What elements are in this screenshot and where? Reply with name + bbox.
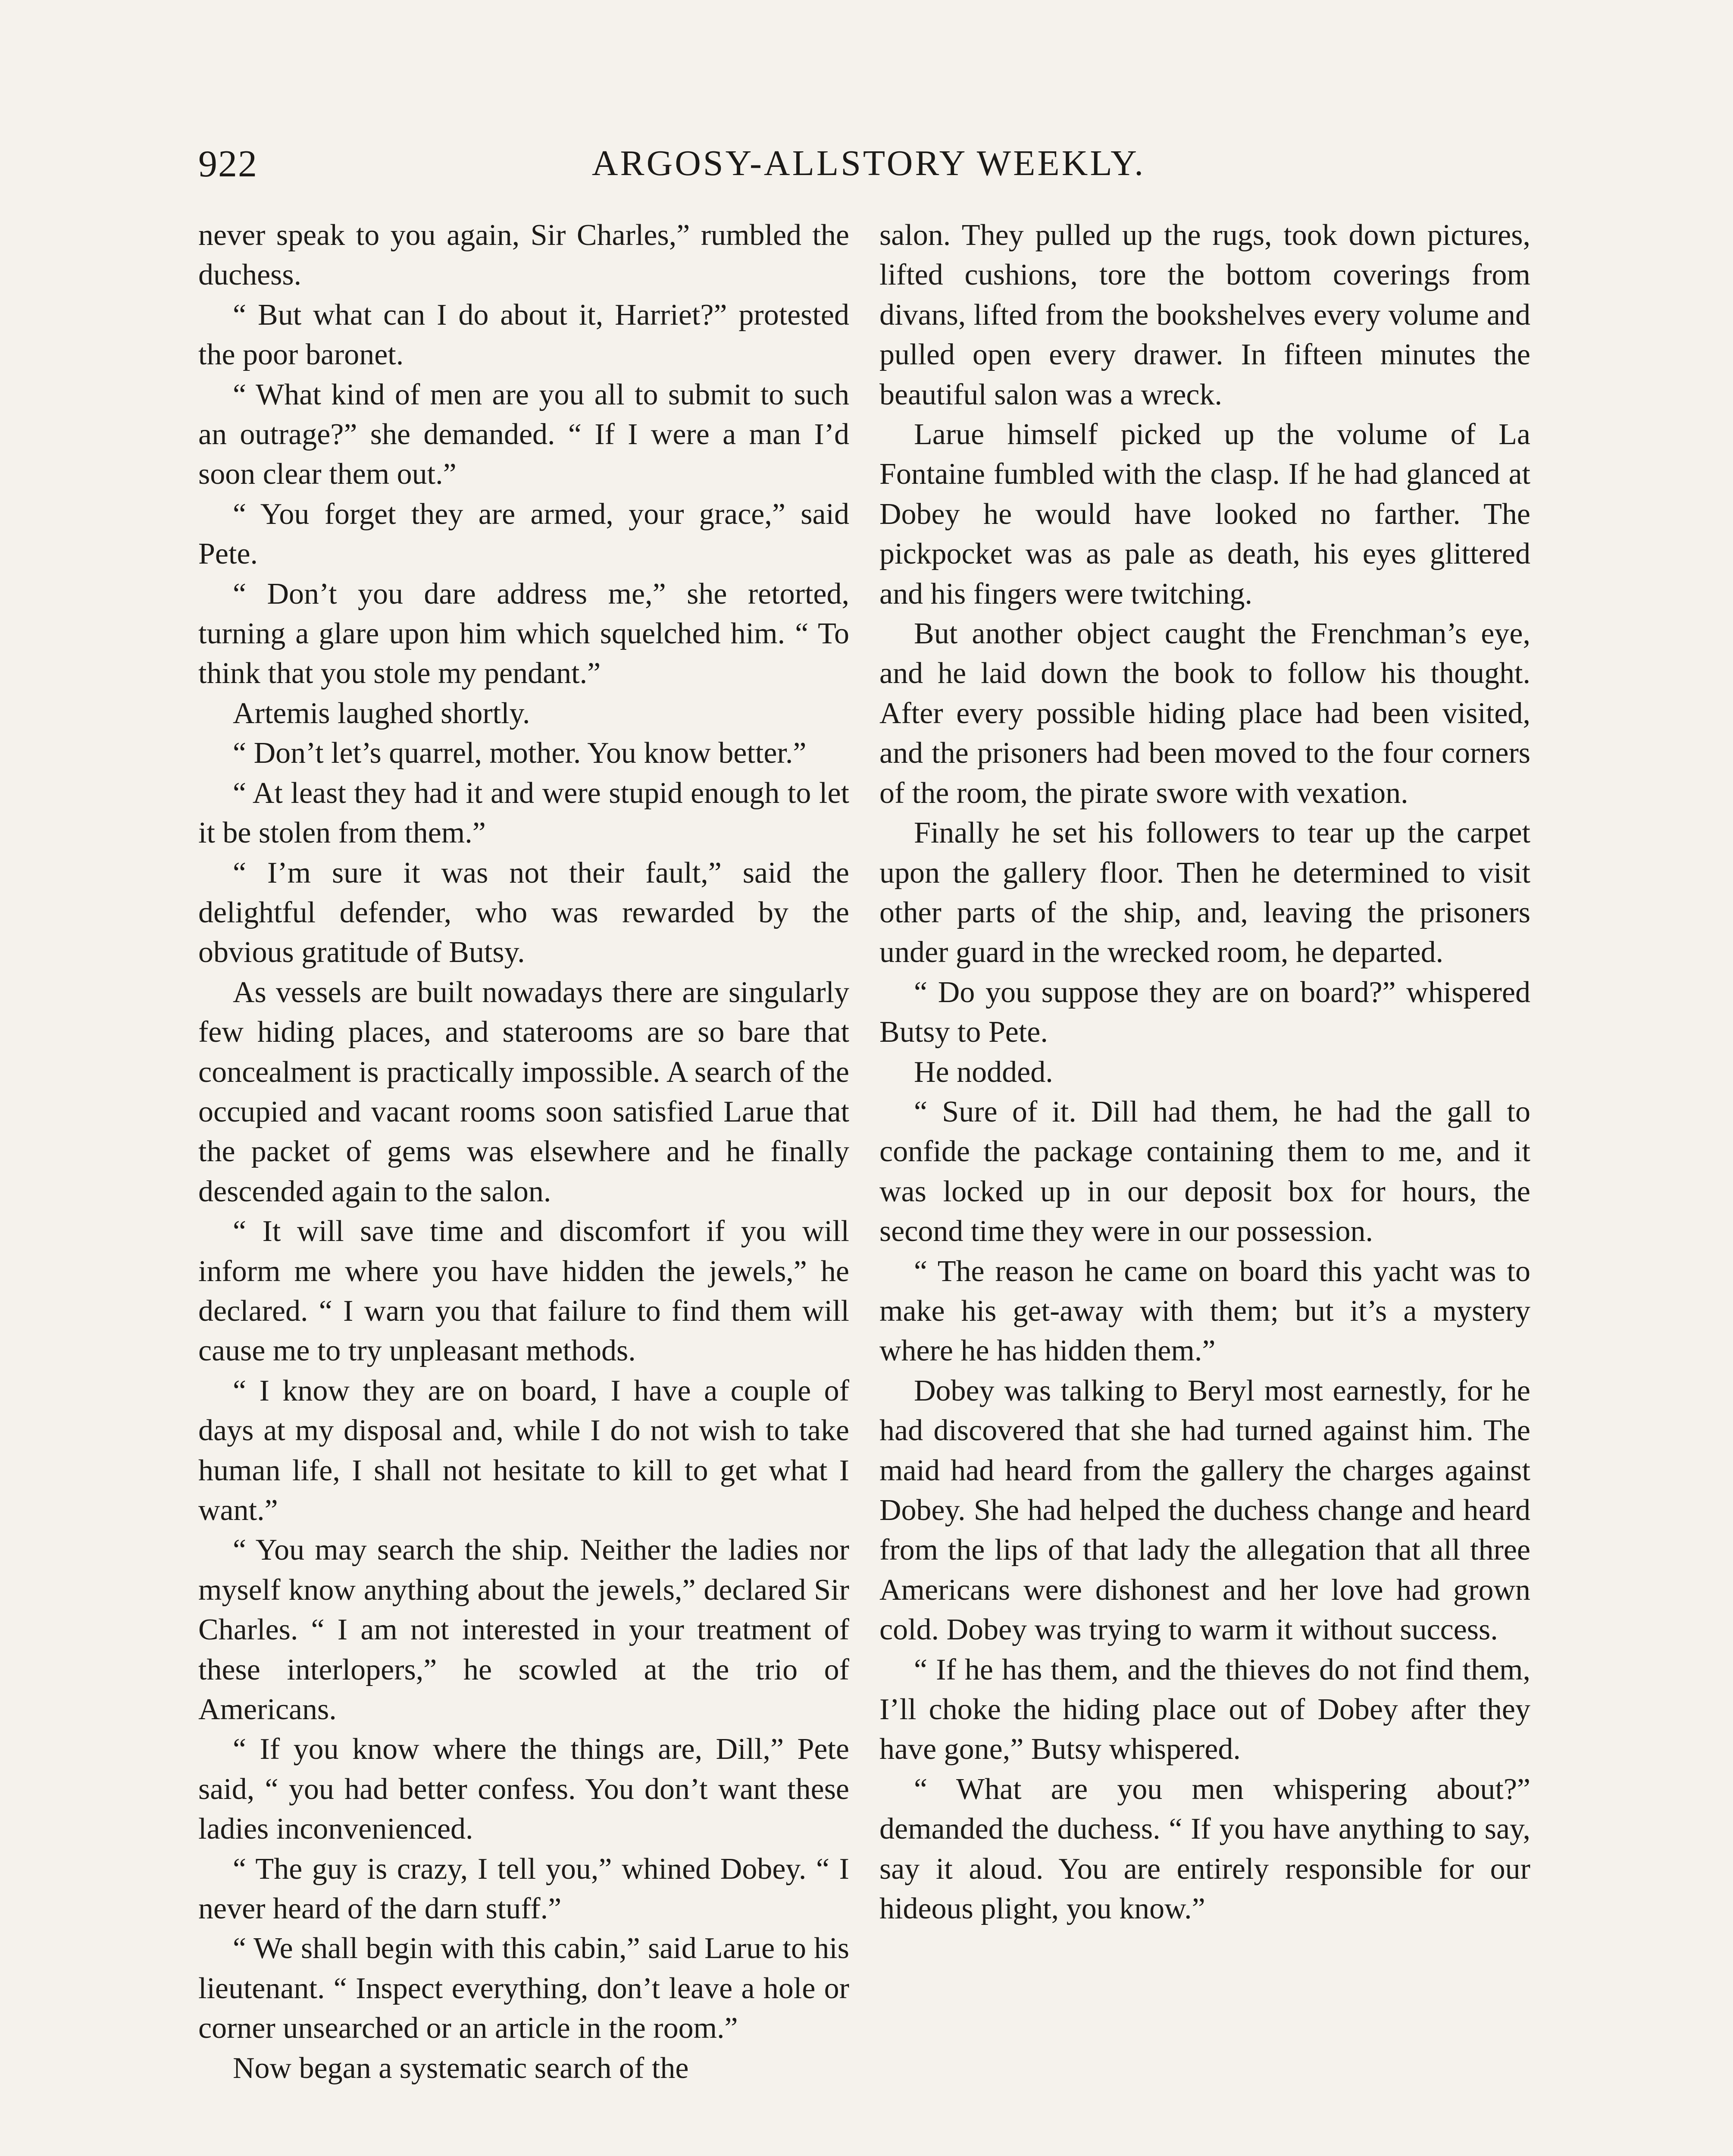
paragraph: “ Do you suppose they are on board?” whispered Butsy to Pete. xyxy=(879,975,1530,1049)
paragraph: “ If you know where the things are, Dill,” Pete said, “ you had better confess. You don’t want these ladies inconvenienced. xyxy=(198,1733,849,1846)
right-column xyxy=(879,216,1530,1929)
paragraph: “ Sure of it. Dill had them, he had the gall to confide the package containing them to me, and it was locked up in our deposit box for hours, the second time they were in our possession. xyxy=(879,1095,1530,1248)
paragraph: “ I’m sure it was not their fault,” said the delightful defender, who was rewarded by the obvious gratitude of Butsy. xyxy=(198,856,849,969)
paragraph: But another object caught the Frenchman’s eye, and he laid down the book to follow his thought. After every possible hiding place had been visited, and the prisoners had been moved to the four corners of the room, the pirate swore with vexation. xyxy=(879,617,1530,810)
paragraph: Larue himself picked up the volume of La Fontaine fumbled with the clasp. If he had glanced at Dobey he would have looked no farther. The pickpocket was as pale as death, his eyes glittered and his fingers were twitching. xyxy=(879,418,1530,611)
paragraph: “ The reason he came on board this yacht was to make his get-away with them; but it’s a mystery where he has hidden them.” xyxy=(879,1254,1530,1368)
paragraph: Now began a systematic search of the xyxy=(233,2051,689,2085)
running-head: ARGOSY-ALLSTORY WEEKLY. xyxy=(591,143,1146,183)
paragraph: Artemis laughed shortly. xyxy=(233,696,530,730)
paragraph: “ But what can I do about it, Harriet?” protested the poor baronet. xyxy=(198,298,849,372)
paragraph: As vessels are built nowadays there are singularly few hiding places, and staterooms are so bare that concealment is practically impossible. A search of the occupied and vacant rooms soon satisfied Larue that the packet of gems was elsewhere and he finally descended again to the salon. xyxy=(198,975,849,1208)
paragraph: “ At least they had it and were stupid enough to let it be stolen from them.” xyxy=(198,776,849,850)
paragraph: never speak to you again, Sir Charles,” rumbled the duchess. xyxy=(198,219,849,292)
paragraph: He nodded. xyxy=(914,1055,1053,1089)
paragraph: “ It will save time and discomfort if you will inform me where you have hidden the jewels,” he declared. “ I warn you that failure to find them will cause me to try unpleasant methods. xyxy=(198,1215,849,1368)
paragraph: “ If he has them, and the thieves do not find them, I’ll choke the hiding place out of Dobey after they have gone,” Butsy whispered. xyxy=(879,1653,1530,1766)
page-number: 922 xyxy=(198,143,258,185)
paragraph: Dobey was talking to Beryl most earnestly, for he had discovered that she had turned against him. The maid had heard from the gallery the charges against Dobey. She had helped the duchess change and heard from the lips of that lady the allegation that all three Americans were dishonest and her love had grown cold. Dobey was trying to warm it without success. xyxy=(879,1374,1530,1647)
left-column xyxy=(198,216,849,2088)
paragraph: “ You may search the ship. Neither the ladies nor myself know anything about the jewels,” declared Sir Charles. “ I am not interested in your treatment of these interlopers,” he scowled at the trio of Americans. xyxy=(198,1533,849,1727)
paragraph: “ The guy is crazy, I tell you,” whined Dobey. “ I never heard of the darn stuff.” xyxy=(198,1852,849,1926)
paragraph: salon. They pulled up the rugs, took down pictures, lifted cushions, tore the bottom coverings from divans, lifted from the bookshelves every volume and pulled open every drawer. In fifteen minutes the beautiful salon was a wreck. xyxy=(879,219,1530,411)
paragraph: Finally he set his followers to tear up the carpet upon the gallery floor. Then he determined to visit other parts of the ship, and, leaving the prisoners under guard in the wrecked room, he departed. xyxy=(879,816,1530,969)
paragraph: “ You forget they are armed, your grace,” said Pete. xyxy=(198,497,849,571)
paragraph: “ We shall begin with this cabin,” said Larue to his lieutenant. “ Inspect everything, don’t leave a hole or corner unsearched or an article in the room.” xyxy=(198,1932,849,2045)
paragraph: “ What are you men whispering about?” demanded the duchess. “ If you have anything to say, say it aloud. You are entirely responsible for our hideous plight, you know.” xyxy=(879,1772,1530,1926)
paragraph: “ Don’t you dare address me,” she retorted, turning a glare upon him which squelched him. “ To think that you stole my pendant.” xyxy=(198,577,849,690)
page-header xyxy=(198,142,1539,194)
paragraph: “ Don’t let’s quarrel, mother. You know better.” xyxy=(233,736,807,770)
paragraph: “ What kind of men are you all to submit to such an outrage?” she demanded. “ If I were a man I’d soon clear them out.” xyxy=(198,378,849,491)
paragraph: “ I know they are on board, I have a couple of days at my disposal and, while I do not wish to take human life, I shall not hesitate to kill to get what I want.” xyxy=(198,1374,849,1527)
